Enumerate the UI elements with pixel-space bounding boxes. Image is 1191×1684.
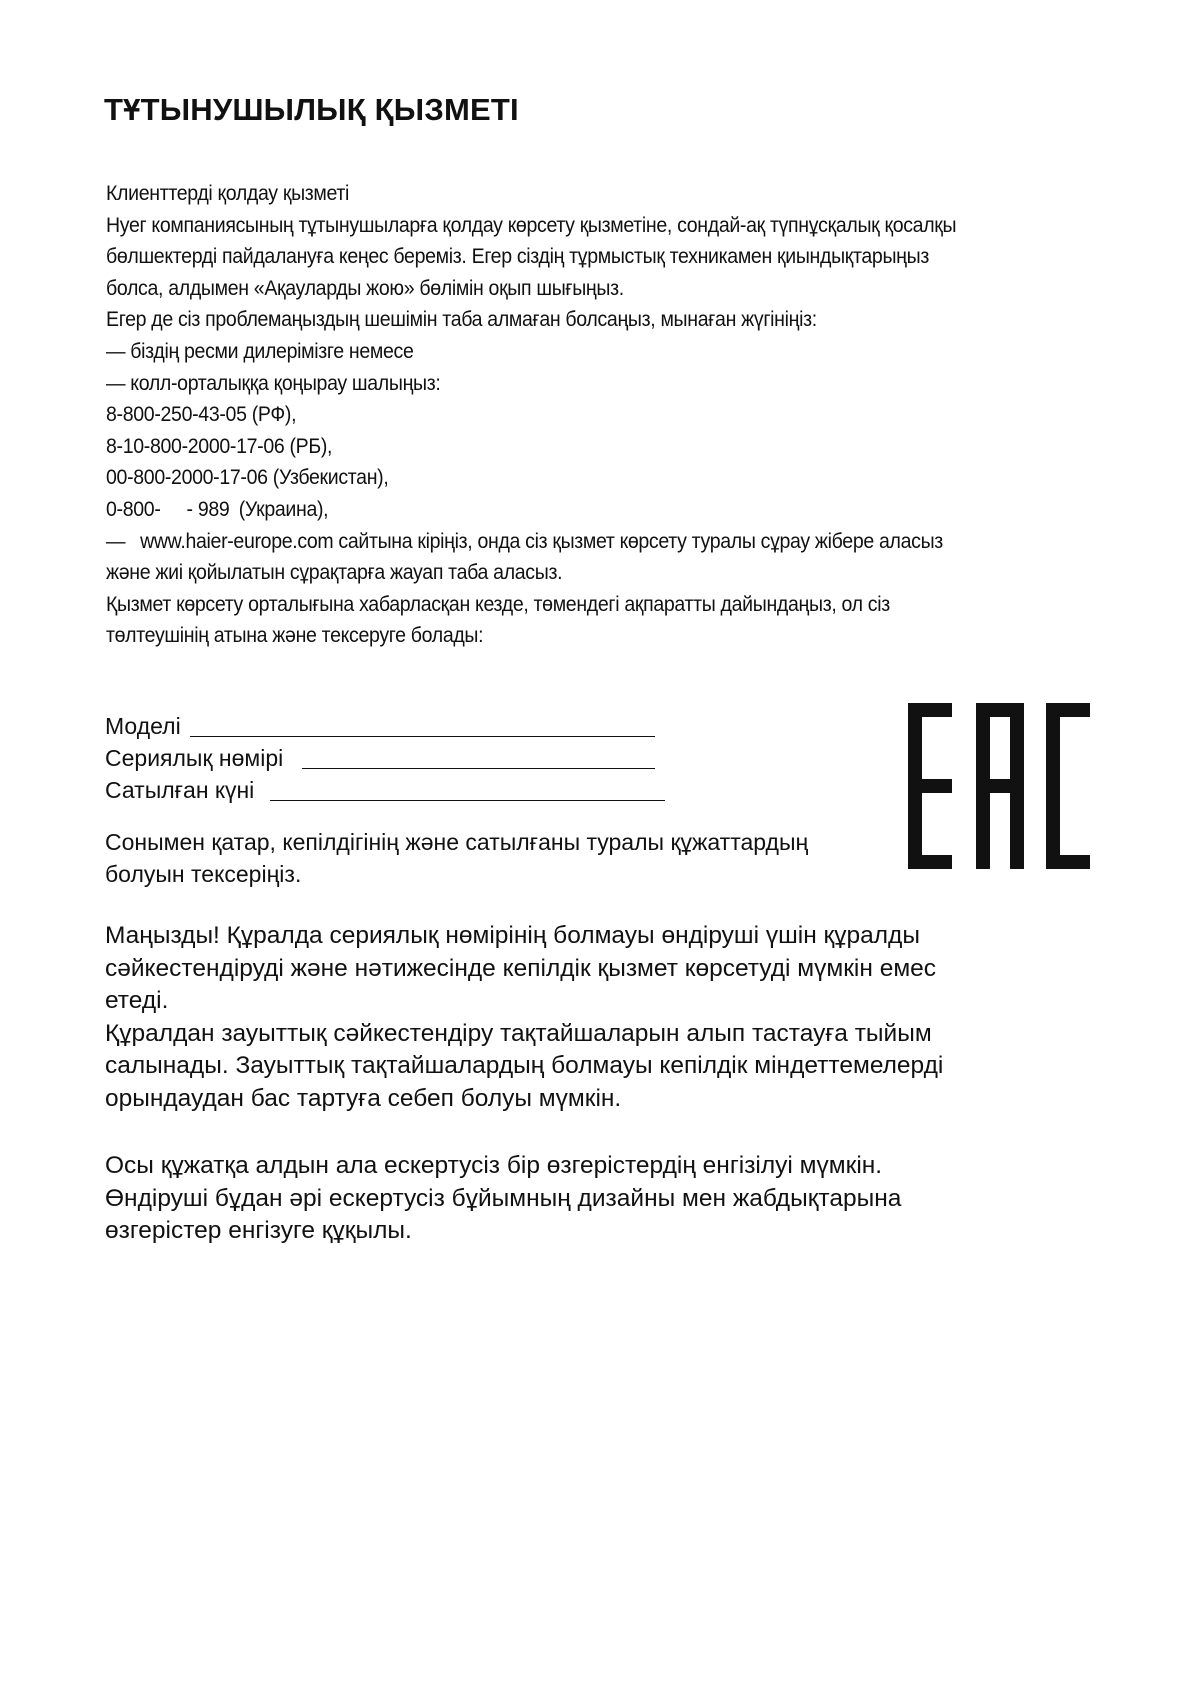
- important-line: етеді.: [105, 987, 169, 1014]
- call-center-option: — колл-орталыққа қоңырау шалыңыз:: [106, 371, 441, 395]
- notice-line: Осы құжатқа алдын ала ескертусіз бір өзгерістердің енгізілуі мүмкін.: [105, 1152, 883, 1179]
- website-dash: —: [106, 529, 126, 553]
- phone-ukraine: [106, 494, 1036, 526]
- intro-line: Клиенттерді қолдау қызметі: [106, 182, 350, 205]
- date-fill-line: [270, 800, 665, 801]
- intro-line: болса, алдымен «Ақауларды жою» бөлімін оқып шығыңыз.: [106, 276, 624, 300]
- check-line: Сонымен қатар, кепілдігінің және сатылғаны туралы құжаттардың: [105, 829, 809, 855]
- phone-ukraine-number: - 989: [186, 497, 230, 521]
- important-line: Маңызды! Құралда сериялық нөмірінің болмауы өндіруші үшін құралды: [105, 922, 920, 949]
- intro-line: Егер де сіз проблемаңыздың шешімін таба алмаған болсаңыз, мынаған жүгініңіз:: [106, 308, 817, 332]
- phone-uzbekistan: 00-800-2000-17-06 (Узбекистан),: [106, 466, 389, 490]
- important-notice: [105, 920, 1085, 1115]
- important-line: Құралдан зауыттық сәйкестендіру тақтайшаларын алып тастауға тыйым: [105, 1019, 932, 1047]
- intro-line: бөлшектерді пайдалануға кеңес береміз. Егер сіздің тұрмыстық техникамен қиындықтарыңыз: [106, 245, 929, 269]
- important-line: салынады. Зауыттық тақтайшалардың болмауы кепілдік міндеттемелерді: [105, 1052, 944, 1079]
- page-title: ТҰТЫНУШЫЛЫҚ ҚЫЗМЕТІ: [104, 92, 519, 127]
- important-line: орындаудан бас тартуға себеп болуы мүмкін.: [105, 1084, 622, 1112]
- serial-fill-line: [302, 768, 655, 769]
- warranty-check-text: [105, 826, 885, 890]
- notice-line: өзгерістер енгізуге құқылы.: [105, 1217, 412, 1244]
- dealer-option: — біздің ресми дилерімізге немесе: [106, 339, 414, 363]
- model-row: [105, 711, 181, 741]
- intro-line: Қызмет көрсету орталығына хабарласқан кезде, төмендегі ақпаратты дайындаңыз, ол сіз: [106, 592, 890, 616]
- phone-ukraine-country: (Украина),: [238, 497, 329, 521]
- phone-ukraine-prefix: 0-800-: [106, 497, 161, 521]
- intro-line: және жиі қойылатын сұрақтарға жауап таба аласыз.: [106, 561, 563, 585]
- date-label: Сатылған күні: [105, 777, 255, 803]
- eac-letter-e: [908, 703, 952, 869]
- eac-letter-a: [976, 703, 1024, 869]
- website-option: [106, 526, 1036, 558]
- model-label: Моделі: [105, 713, 181, 739]
- date-row: [105, 775, 254, 805]
- important-line: сәйкестендіруді және нәтижесінде кепілдік қызмет көрсетуді мүмкін емес: [105, 954, 937, 982]
- serial-label: Сериялық нөмірі: [105, 745, 284, 771]
- phone-belarus: 8-10-800-2000-17-06 (РБ),: [106, 434, 333, 458]
- phone-russia: 8-800-250-43-05 (РФ),: [106, 403, 297, 427]
- notice-line: Өндіруші бұдан әрі ескертусіз бұйымның дизайны мен жабдықтарына: [105, 1184, 902, 1212]
- model-fill-line: [190, 736, 655, 737]
- website-text: www.haier-europe.com сайтына кіріңіз, онда сіз қызмет көрсету туралы сұрау жібере аласыз: [140, 529, 943, 553]
- intro-line: Нуег компаниясының тұтынушыларға қолдау көрсету қызметіне, сондай-ақ түпнұсқалық қосалқы: [106, 213, 957, 237]
- eac-letter-c: [1046, 703, 1090, 869]
- customer-service-text: [106, 178, 1036, 652]
- serial-row: [105, 743, 283, 773]
- change-notice: [105, 1150, 1085, 1248]
- eac-mark-logo: [908, 703, 1090, 869]
- check-line: болуын тексеріңіз.: [105, 861, 302, 887]
- intro-line: төлтеушінің атына және тексеруге болады:: [106, 624, 484, 648]
